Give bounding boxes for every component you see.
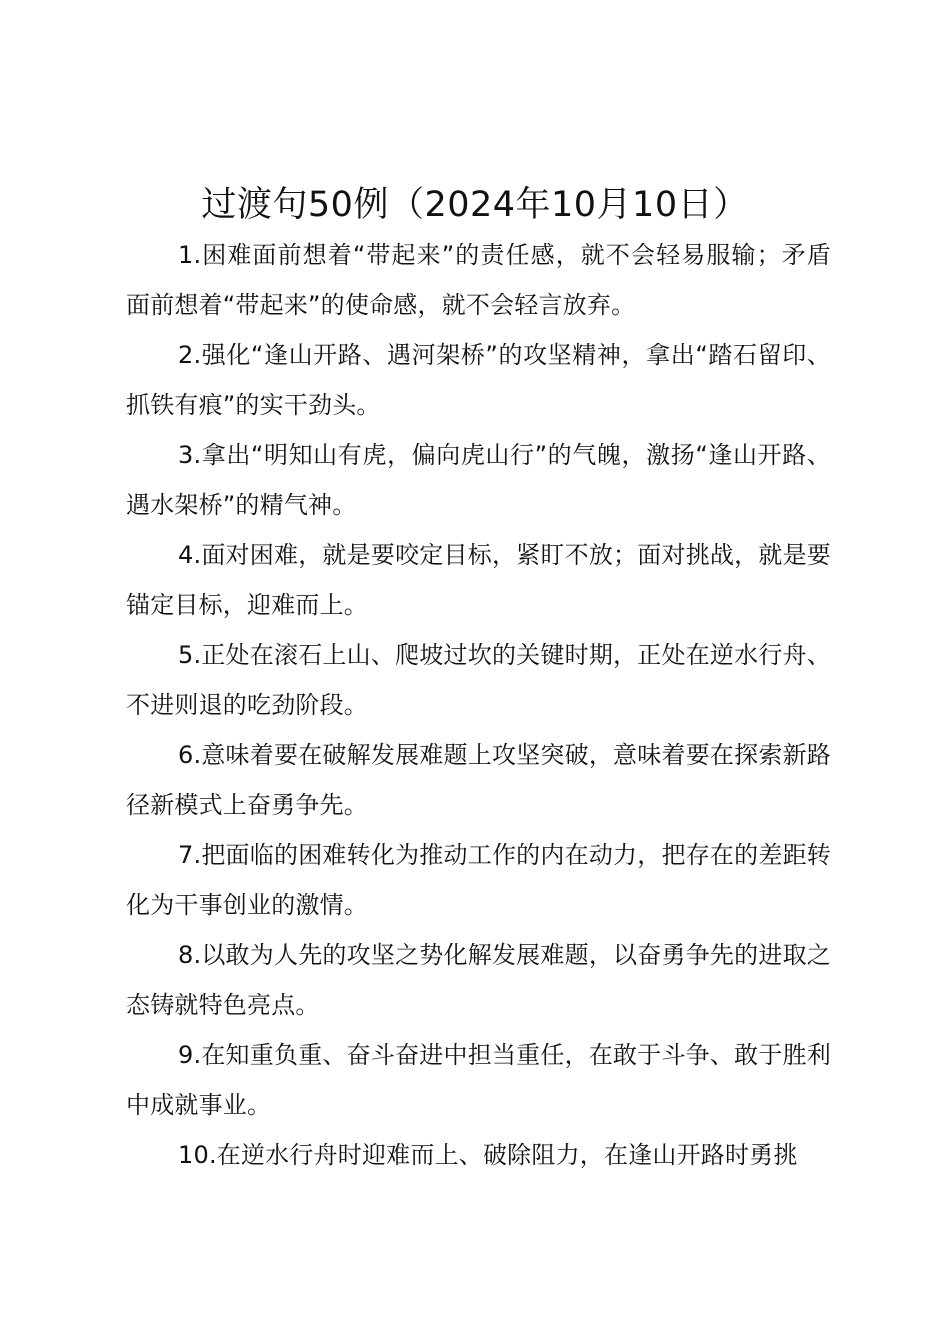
paragraph-3: 3.拿出“明知山有虎，偏向虎山行”的气魄，激扬“逢山开路、遇水架桥”的精气神。 bbox=[126, 441, 831, 519]
paragraph-1: 1.困难面前想着“带起来”的责任感，就不会轻易服输；矛盾面前想着“带起来”的使命感，就不会轻言放弃。 bbox=[126, 241, 831, 319]
paragraph-8: 8.以敢为人先的攻坚之势化解发展难题，以奋勇争先的进取之态铸就特色亮点。 bbox=[126, 941, 831, 1019]
paragraph-7: 7.把面临的困难转化为推动工作的内在动力，把存在的差距转化为干事创业的激情。 bbox=[126, 841, 831, 919]
paragraph-4: 4.面对困难，就是要咬定目标，紧盯不放；面对挑战，就是要锚定目标，迎难而上。 bbox=[126, 541, 831, 619]
document-title: 过渡句50例（2024年10月10日） bbox=[201, 185, 749, 225]
document-body bbox=[126, 230, 831, 1180]
paragraph-9: 9.在知重负重、奋斗奋进中担当重任，在敢于斗争、敢于胜利中成就事业。 bbox=[126, 1041, 831, 1119]
paragraph-10: 10.在逆水行舟时迎难而上、破除阻力，在逢山开路时勇挑 bbox=[178, 1141, 798, 1169]
paragraph-2: 2.强化“逢山开路、遇河架桥”的攻坚精神，拿出“踏石留印、抓铁有痕”的实干劲头。 bbox=[126, 341, 831, 419]
paragraph-6: 6.意味着要在破解发展难题上攻坚突破，意味着要在探索新路径新模式上奋勇争先。 bbox=[126, 741, 831, 819]
paragraph-5: 5.正处在滚石上山、爬坡过坎的关键时期，正处在逆水行舟、不进则退的吃劲阶段。 bbox=[126, 641, 831, 719]
